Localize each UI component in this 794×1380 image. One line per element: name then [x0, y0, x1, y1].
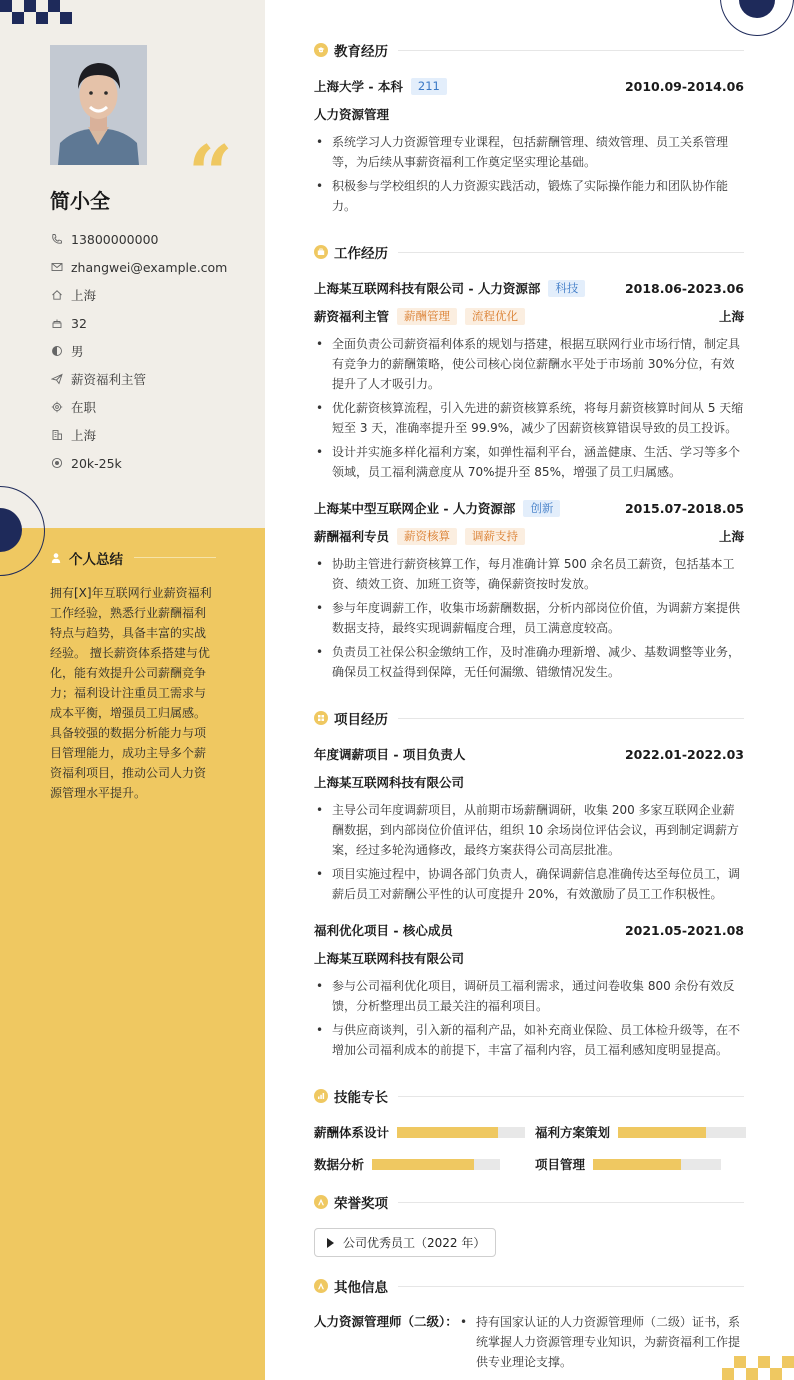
info-icon [314, 1279, 328, 1293]
work-title: 工作经历 [334, 246, 388, 262]
project-name: 福利优化项目 - 核心成员 [314, 923, 453, 938]
skill-bar-fill [593, 1159, 681, 1170]
mail-icon [50, 261, 63, 274]
skill-item [314, 1154, 500, 1174]
contact-text: 上海 [71, 428, 97, 443]
job-1-role-row [314, 306, 744, 326]
avatar [50, 45, 147, 165]
education-row [314, 76, 744, 96]
sidebar [0, 0, 265, 1380]
briefcase-icon [314, 245, 328, 259]
play-triangle-icon [327, 1238, 334, 1248]
contact-workplace [50, 421, 260, 449]
skill-bar [593, 1159, 721, 1170]
job-role: 薪酬福利专员 [314, 529, 390, 544]
checker-decoration [0, 0, 80, 26]
award-item [314, 1228, 496, 1257]
job-1-bullets [314, 334, 744, 486]
skill-item [535, 1122, 746, 1142]
project-2-header [314, 920, 744, 940]
job-2-bullets [314, 554, 744, 686]
education-title: 教育经历 [334, 44, 388, 60]
contact-text: 上海 [71, 288, 97, 303]
list-item: • 与供应商谈判，引入新的福利产品，如补充商业保险、员工体检升级等，在不增加公司福利成本的前提下，丰富了福利内容，员工福利感知度明显提高。 [314, 1020, 744, 1060]
certificate-bullets [458, 1312, 744, 1372]
section-divider [398, 718, 744, 719]
section-divider [398, 1286, 744, 1287]
job-period: 2018.06-2023.06 [624, 280, 744, 296]
list-item: • 系统学习人力资源管理专业课程，包括薪酬管理、绩效管理、员工关系管理等，为后续从事薪资福利工作奠定坚实理论基础。 [314, 132, 744, 172]
contact-age [50, 309, 260, 337]
project-1-bullets [314, 800, 744, 908]
contact-text: 男 [71, 344, 84, 359]
list-item: • 负责员工社保公积金缴纳工作，及时准确办理新增、减少、基数调整等业务，确保员工权益得到保障，无任何漏缴、错缴情况发生。 [314, 642, 744, 682]
list-item: • 优化薪资核算流程，引入先进的薪资核算系统，将每月薪资核算时间从 5 天缩短至 3 天，准确率提升至 99.9%，减少了因薪资核算错误导致的员工投诉。 [314, 398, 744, 438]
contact-text: 13800000000 [71, 231, 159, 247]
project-period: 2021.05-2021.08 [624, 922, 744, 938]
candidate-name: 简小全 [50, 189, 110, 213]
section-divider [398, 1202, 744, 1203]
project-2-bullets [314, 976, 744, 1064]
contact-status [50, 393, 260, 421]
list-item: • 设计并实施多样化福利方案，如弹性福利平台，涵盖健康、生活、学习等多个领域，员工福利满意度从 70%提升至 85%，增强了员工归属感。 [314, 442, 744, 482]
awards-title: 荣誉奖项 [334, 1196, 388, 1212]
send-icon [50, 373, 63, 386]
award-icon [314, 1195, 328, 1209]
list-item: • 协助主管进行薪资核算工作，每月准确计算 500 余名员工薪资，包括基本工资、绩效工资、加班工资等，确保薪资按时发放。 [314, 554, 744, 594]
contact-text: 在职 [71, 400, 97, 415]
home-icon [50, 289, 63, 302]
role-tag: 流程优化 [465, 308, 525, 325]
section-divider [398, 1096, 744, 1097]
section-divider [398, 50, 744, 51]
skills-section-header [314, 1086, 744, 1106]
job-company: 上海某互联网科技有限公司 - 人力资源部 [314, 281, 541, 296]
job-2-role-row [314, 526, 744, 546]
skills-title: 技能专长 [334, 1090, 388, 1106]
contact-city [50, 281, 260, 309]
job-location: 上海 [718, 529, 744, 544]
role-tag: 薪资核算 [397, 528, 457, 545]
job-tag: 科技 [548, 280, 585, 297]
education-major: 人力资源管理 [314, 107, 390, 122]
education-bullets [314, 132, 744, 220]
contact-text: 20k-25k [71, 455, 122, 471]
project-grid-icon [314, 711, 328, 725]
project-org: 上海某互联网科技有限公司 [314, 951, 465, 966]
job-role: 薪资福利主管 [314, 309, 390, 324]
skill-name: 薪酬体系设计 [314, 1125, 390, 1140]
skill-bar-fill [618, 1127, 706, 1138]
job-company: 上海某中型互联网企业 - 人力资源部 [314, 501, 516, 516]
job-period: 2015.07-2018.05 [624, 500, 744, 516]
skill-item [535, 1154, 721, 1174]
contact-text: 32 [71, 315, 87, 331]
contact-phone [50, 225, 260, 253]
list-item: • 积极参与学校组织的人力资源实践活动，锻炼了实际操作能力和团队协作能力。 [314, 176, 744, 216]
other-title: 其他信息 [334, 1280, 388, 1296]
awards-section-header [314, 1192, 744, 1212]
list-item: • 主导公司年度调薪项目，从前期市场薪酬调研，收集 200 多家互联网企业薪酬数据，到内部岗位价值评估，组织 10 余场岗位评估会议，再到制定调薪方案，经过多轮沟通修改，最终方案获得公司高层批准。 [314, 800, 744, 860]
school-tag: 211 [411, 78, 447, 95]
contact-text: 薪资福利主管 [71, 372, 147, 387]
summary-divider [134, 557, 216, 558]
school-name: 上海大学 - 本科 [314, 79, 403, 94]
gender-icon [50, 345, 63, 358]
other-section-header [314, 1276, 744, 1296]
education-major-row [314, 104, 744, 124]
section-divider [398, 252, 744, 253]
building-icon [50, 429, 63, 442]
summary-title-text: 个人总结 [69, 552, 123, 568]
job-tag: 创新 [523, 500, 560, 517]
skill-name: 数据分析 [314, 1157, 365, 1172]
award-text: 公司优秀员工（2022 年） [343, 1236, 486, 1250]
projects-title: 项目经历 [334, 712, 388, 728]
quote-mark-icon: “ [188, 129, 233, 220]
project-2-org-row [314, 948, 744, 968]
list-item: • 参与公司福利优化项目，调研员工福利需求，通过问卷收集 800 余份有效反馈，分析整理出员工最关注的福利项目。 [314, 976, 744, 1016]
contact-position [50, 365, 260, 393]
summary-text: 拥有[X]年互联网行业薪资福利工作经验，熟悉行业薪酬福利特点与趋势，具备丰富的实战经验。 擅长薪资体系搭建与优化，能有效提升公司薪酬竞争力；福利设计注重员工需求与成本平衡，增强员工归属感。 具备较强的数据分析能力与项目管理能力，成功主导多个薪资福利项目，推动公司人力资源管理水平提升。 [50, 586, 212, 800]
project-1-header [314, 744, 744, 764]
money-icon [50, 457, 63, 470]
project-period: 2022.01-2022.03 [624, 746, 744, 762]
skill-bar [618, 1127, 746, 1138]
contact-gender [50, 337, 260, 365]
skill-name: 项目管理 [535, 1157, 586, 1172]
certificate-label: 人力资源管理师（二级）： [314, 1314, 458, 1329]
summary-title [50, 548, 123, 568]
contact-email [50, 253, 260, 281]
role-tag: 薪酬管理 [397, 308, 457, 325]
list-item: • 参与年度调薪工作，收集市场薪酬数据，分析内部岗位价值，为调薪方案提供数据支持，最终实现调薪幅度合理，员工满意度较高。 [314, 598, 744, 638]
skill-item [314, 1122, 525, 1142]
list-item: • 项目实施过程中，协调各部门负责人，确保调薪信息准确传达至每位员工，调薪后员工对薪酬公平性的认可度提升 20%，有效激励了员工工作积极性。 [314, 864, 744, 904]
list-item: • 持有国家认证的人力资源管理师（二级）证书，系统掌握人力资源管理专业知识，为薪资福利工作提供专业理论支撑。 [458, 1312, 744, 1372]
gear-icon [50, 401, 63, 414]
graduation-cap-icon [314, 43, 328, 57]
project-1-org-row [314, 772, 744, 792]
job-1-header [314, 278, 744, 298]
skill-chart-icon [314, 1089, 328, 1103]
skill-bar-fill [397, 1127, 498, 1138]
work-section-header [314, 242, 744, 262]
job-location: 上海 [718, 309, 744, 324]
job-2-header [314, 498, 744, 518]
list-item: • 全面负责公司薪资福利体系的规划与搭建，根据互联网行业市场行情，制定具有竞争力的薪酬策略，使公司核心岗位薪酬水平处于市场前 30%分位，有效提升了人才吸引力。 [314, 334, 744, 394]
user-icon [50, 552, 63, 565]
education-section-header [314, 40, 744, 60]
role-tag: 调薪支持 [465, 528, 525, 545]
projects-section-header [314, 708, 744, 728]
skill-name: 福利方案策划 [535, 1125, 611, 1140]
contact-text: zhangwei@example.com [71, 259, 228, 275]
contact-salary [50, 449, 260, 477]
skill-bar [372, 1159, 500, 1170]
skill-bar [397, 1127, 525, 1138]
phone-icon [50, 233, 63, 246]
skill-bar-fill [372, 1159, 474, 1170]
age-icon [50, 317, 63, 330]
project-org: 上海某互联网科技有限公司 [314, 775, 465, 790]
contact-list [50, 225, 260, 477]
education-period: 2010.09-2014.06 [624, 78, 744, 94]
project-name: 年度调薪项目 - 项目负责人 [314, 747, 466, 762]
